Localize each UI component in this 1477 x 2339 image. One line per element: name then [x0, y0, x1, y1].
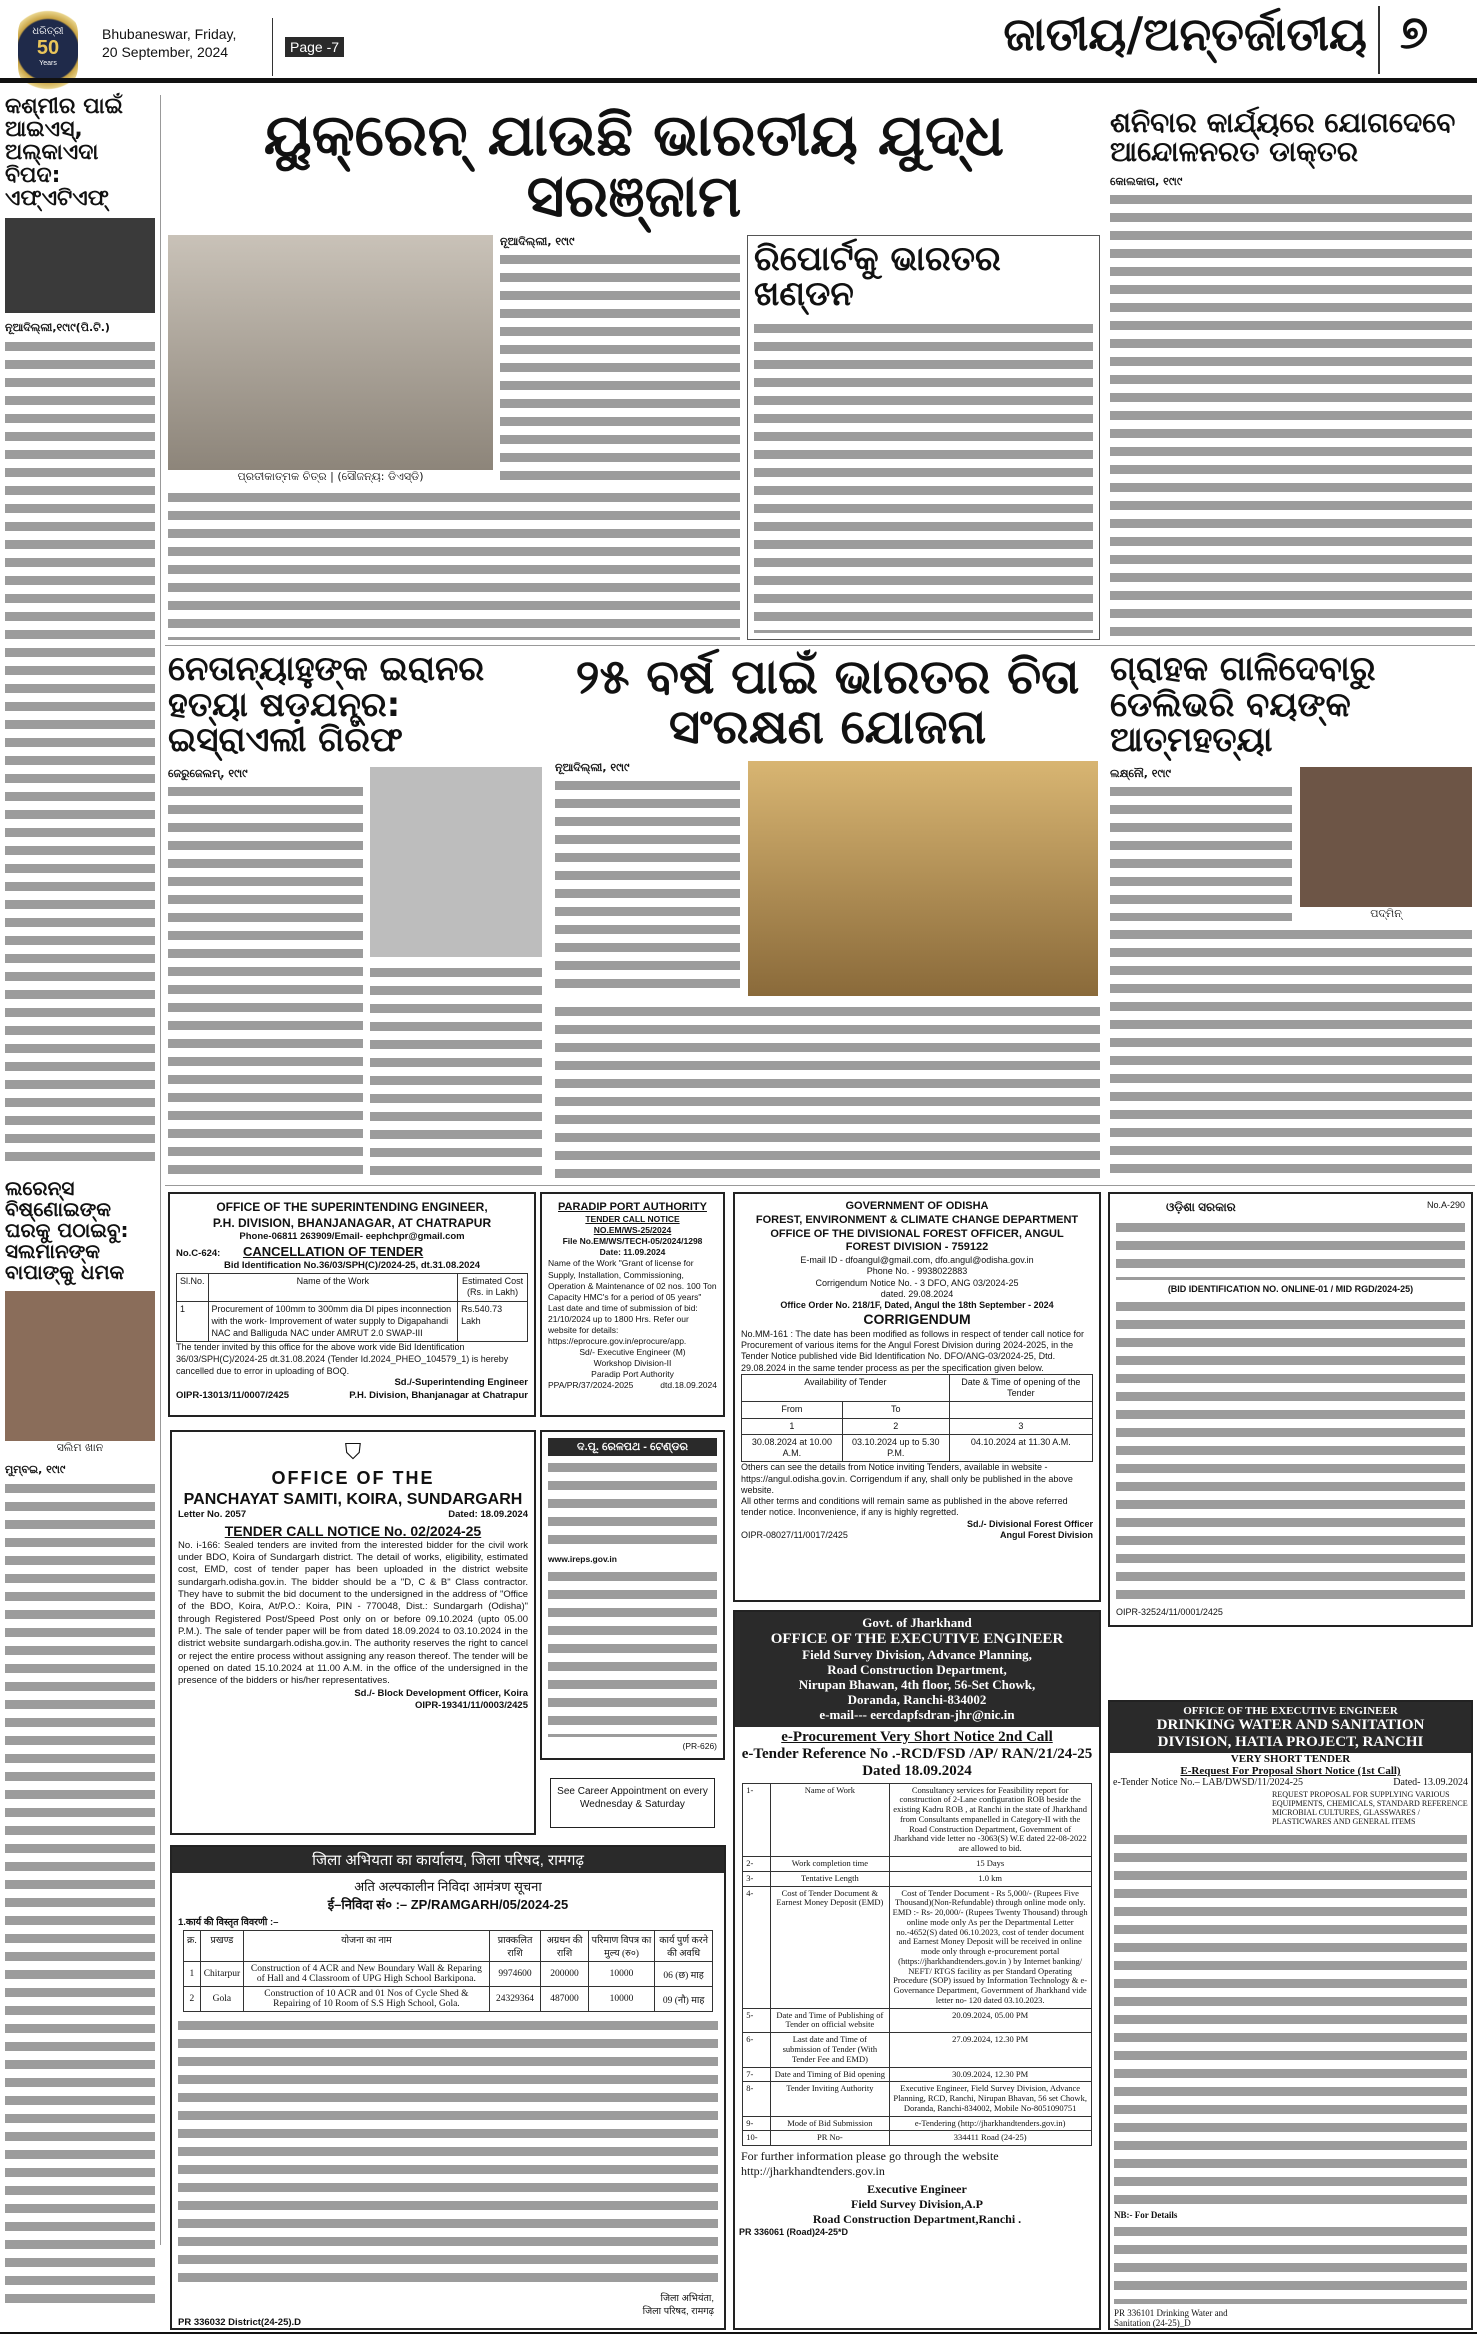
- text: Corrigendum Notice No. - 3 DFO, ANG 03/2024-25: [815, 1277, 1019, 1288]
- text: ନୂଆଦିଲ୍ଲୀ,୧୯ା୯(ପି.ଟି.): [5, 321, 110, 335]
- text: OFFICE OF THE DIVISIONAL FOREST OFFICER, ANGUL: [770, 1227, 1064, 1240]
- netanyahu-headline: ନେତାନ୍ୟାହୁଙ୍କ ଇରାନର ହତ୍ୟା ଷଡ଼ଯନ୍ତ୍ର: ଇସ୍ରାଏଲୀ ଗିରଫ: [168, 649, 485, 761]
- table-cell: Executive Engineer, Field Survey Division, Advance Planning, RCD, Ranchi, Nirupan Bhavan, 56 set Chowk, Doranda, Ranchi-834002, Mobile No-8051090751: [889, 2082, 1091, 2116]
- column-header: अग्रधन की राशि: [541, 1931, 588, 1962]
- isis-photo: [5, 218, 155, 313]
- column-header: कार्य पुर्ण करने की अवधि: [655, 1931, 713, 1962]
- table-cell: 10000: [588, 1962, 655, 1987]
- table-cell: 6-: [743, 2033, 771, 2067]
- text: e-Tender Notice No.– LAB/DWSD/11/2024-25: [1113, 1777, 1303, 1789]
- text: କୋଲକାତା, ୧୯ା୯: [1110, 174, 1183, 188]
- text: Phone No. - 9938022883: [866, 1266, 968, 1277]
- table-cell: Name of Work: [771, 1783, 889, 1856]
- text: ପଦ୍ମିନ୍: [1370, 907, 1402, 921]
- text: DRINKING WATER AND SANITATION: [1156, 1717, 1425, 1734]
- left-column: [5, 95, 155, 2310]
- table-cell: 200000: [541, 1962, 588, 1987]
- column-header: परिमाण विपत्र का मुल्य (रु०): [588, 1931, 655, 1962]
- text: e-Procurement Very Short Notice 2nd Call: [781, 1728, 1053, 1745]
- table-cell: 334411 Road (24-25): [889, 2131, 1091, 2146]
- table-cell: Date and Time of Publishing of Tender on official website: [771, 2008, 889, 2033]
- cheetah-headline: ୨୫ ବର୍ଷ ପାଇଁ ଭାରତର ଚିତା ସଂରକ୍ଷଣ ଯୋଜନା: [575, 649, 1080, 756]
- text: PARADIP PORT AUTHORITY: [558, 1201, 707, 1213]
- table-cell: 27.09.2024, 12.30 PM: [889, 2033, 1091, 2067]
- text: ମୁମ୍ବଇ, ୧୯ା୯: [5, 1463, 66, 1477]
- ad-ramgarh: [170, 1845, 726, 2330]
- text: ଲକ୍ଷ୍ନୌ, ୧୯ା୯: [1110, 767, 1171, 781]
- table-row: [743, 2131, 1091, 2146]
- text: Paradip Port Authority: [591, 1368, 674, 1379]
- text: Dated- 13.09.2024: [1393, 1777, 1468, 1789]
- text: Field Survey Division,A.P: [850, 2197, 983, 2212]
- text: 1.कार्य की विस्तृत विवरणी :–: [178, 1917, 279, 1928]
- text: अति अल्पकालीन निविदा आमंत्रण सूचना: [354, 1879, 542, 1894]
- text: ଧରିତ୍ରୀ: [32, 26, 64, 37]
- table-row: [743, 2033, 1091, 2067]
- table-cell: Tender Inviting Authority: [771, 2082, 889, 2116]
- table-cell: Chitarpur: [200, 1962, 243, 1987]
- text: No.MM-161 : The date has been modified as follows in respect of tender call notice for Procurement of various items for the Angul Forest Division during 2024-2025, in the Tender Notice published vide Bid Identification No. DFO/ANG-03/2024-25, Dtd. 29.08.2024 in the same tender process as per the specification given below.: [741, 1328, 1085, 1373]
- text: Govt. of Jharkhand: [862, 1615, 972, 1630]
- table-cell: 1: [184, 1962, 201, 1987]
- text: (BID IDENTIFICATION NO. ONLINE-01 / MID RGD/2024-25): [1167, 1283, 1414, 1294]
- text: PR 336101 Drinking Water and Sanitation (24-25)_D: [1114, 2308, 1228, 2328]
- text: Road Construction Department,: [827, 1662, 1007, 1678]
- table-cell: Date and Timing of Bid opening: [771, 2067, 889, 2082]
- table-cell: 30.09.2024, 12.30 PM: [889, 2067, 1091, 2082]
- text: OFFICE OF THE EXECUTIVE ENGINEER: [1183, 1705, 1398, 1717]
- jharkhand-tender-table: [742, 1783, 1091, 2147]
- text: No. i-166: Sealed tenders are invited from the interested bidder for the civil work under BDO, Koira of Sundargarh district. The detail of works, eligibility, estimated cost, EMD, cost of tender paper has been uploaded in the district website sundargarh.odisha.gov.in. The bidder should be a "D, C & B" Class contractor. They have to submit the bid document to the undersigned in the address of "Office of the BDO, Koira, At/P.O.: Koira, PIN - 770048, Dist.: Sundargarh (Odisha)" through Registered Post/Speed Post only on or before 09.10.2024 (upto 05.00 P.M.). The sale of tender paper will be from dated 18.09.2024 to 03.10.2024 in the district website sundargarh.odisha.gov.in. The authority reserves the right to cancel or reject the entire process without assigning any reason thereof. The tender will be opened on dated 15.10.2024 at 11.00 A.M. in the office of the undersigned in the presence of the bidders or his/her representatives.: [178, 1539, 528, 1687]
- text: Executive Engineer: [867, 2182, 967, 2197]
- column-header: क्र.: [184, 1931, 201, 1962]
- table-cell: 06 (छ) माह: [655, 1962, 713, 1987]
- ad-angul: [733, 1192, 1101, 1602]
- text: Letter No. 2057: [178, 1509, 247, 1521]
- text: VERY SHORT TENDER: [1230, 1753, 1351, 1766]
- table-row: [743, 1856, 1091, 1871]
- text: OFFICE OF THE: [271, 1467, 435, 1488]
- text: जिला अभियता का कार्यालय, जिला परिषद, रामगढ़: [172, 1847, 724, 1873]
- career-note: See Career Appointment on every Wednesday & Saturday: [550, 1778, 715, 1828]
- text: PR 336061 (Road)24-25*D: [739, 2227, 849, 2238]
- table-row: [743, 1886, 1091, 2008]
- tender-table: [176, 1273, 528, 1342]
- table-cell: 09 (नौ) माह: [655, 1987, 713, 2012]
- table-cell: Construction of 10 ACR and 01 Nos of Cycle Shed & Repairing of 10 Room of S.S High School, Gola.: [244, 1987, 490, 2012]
- text: P.H. DIVISION, BHANJANAGAR, AT CHATRAPUR: [212, 1215, 492, 1230]
- text: OFFICE OF THE EXECUTIVE ENGINEER: [770, 1630, 1064, 1647]
- table-cell: 7-: [743, 2067, 771, 2082]
- padmin-photo: [1300, 767, 1472, 907]
- table-row: [743, 1783, 1091, 1856]
- ad-koira: [170, 1430, 536, 1835]
- text: OFFICE OF THE SUPERINTENDING ENGINEER,: [216, 1200, 488, 1214]
- cheetah-photo: [748, 761, 1098, 996]
- text: www.ireps.gov.in: [548, 1554, 617, 1565]
- text: OIPR-19341/11/0003/2425: [414, 1700, 528, 1712]
- text: dtd.18.09.2024: [660, 1380, 717, 1390]
- text: OIPR-08027/11/0017/2425: [741, 1529, 848, 1540]
- text: CANCELLATION OF TENDER: [242, 1243, 424, 1259]
- text: Rs.540.73 Lakh: [458, 1302, 528, 1342]
- text: Field Survey Division, Advance Planning,: [802, 1647, 1032, 1663]
- text: REQUEST PROPOSAL FOR SUPPLYING VARIOUS EQUIPMENTS, CHEMICALS, STANDARD REFERENCE MICROBIAL CULTURES, GLASSWARES / PLASTICWARES AND GENERAL ITEMS: [1272, 1790, 1468, 1827]
- text: 50: [36, 37, 60, 59]
- table-cell: 1.0 km: [889, 1871, 1091, 1886]
- text: Name of the Work "Grant of license for Supply, Installation, Commissioning, Operation & Maintenance of 02 nos. 100 Ton Capacity HMC's for a period of 05 years" Last date and time of submission of bid: 21/10/2024 up to 1800 Hrs. Refer our website for details: https://eprocure.gov.in/eprocure/app.: [548, 1258, 717, 1346]
- table-cell: Work completion time: [771, 1856, 889, 1871]
- text: E-Request For Proposal Short Notice (1st Call): [1180, 1765, 1401, 1778]
- table-cell: Tentative Length: [771, 1871, 889, 1886]
- table-cell: 20.09.2024, 05.00 PM: [889, 2008, 1091, 2033]
- table-cell: 487000: [541, 1987, 588, 2012]
- text: Procurement of 100mm to 300mm dia DI pipes inconnection with the work- Improvement of water supply to Digapahandi NAC and Balliguda NAC under AMRUT 2.0 SWAP-III: [208, 1302, 458, 1342]
- text: 04.10.2024 at 11.30 A.M.: [949, 1434, 1092, 1462]
- table-cell: 9974600: [489, 1962, 541, 1987]
- text: 30.08.2024 at 10.00 A.M.: [742, 1434, 843, 1462]
- table-cell: 4-: [743, 1886, 771, 2008]
- text: Sd./- Block Development Officer, Koira: [354, 1687, 528, 1699]
- odisha-emblem-icon: ⛉: [344, 1439, 362, 1464]
- table-cell: Consultancy services for Feasibility report for construction of 2-Lane configuration ROB beside the existing Kadru ROB , at Ranchi in the state of Jharkhand from Consultants empanelled in Category-II with the Road Construction Department, Government of Jharkhand vide letter no -3063(S) W.E dated 22-08-2022 are allowed to bid.: [889, 1783, 1091, 1856]
- table-row: [743, 2082, 1091, 2116]
- text: DIVISION, HATIA PROJECT, RANCHI: [1157, 1733, 1424, 1750]
- table-row: [743, 2008, 1091, 2033]
- section-title: ଜାତୀୟ/ଅନ୍ତର୍ଜାତୀୟ: [1003, 7, 1367, 61]
- netanyahu-photo: [370, 767, 542, 957]
- table-cell: 8-: [743, 2082, 771, 2116]
- masthead: [0, 0, 1477, 85]
- text: No.C-624:: [176, 1247, 221, 1259]
- text: Name of the Work: [208, 1273, 458, 1301]
- dateline-city: Bhubaneswar, Friday,: [102, 26, 237, 42]
- text: FOREST DIVISION - 759122: [845, 1241, 989, 1254]
- table-cell: 2: [184, 1987, 201, 2012]
- lead-headline: ୟୁକ୍ରେନ୍ ଯାଉଛି ଭାରତୀୟ ଯୁଦ୍ଧ ସରଞ୍ଜାମ: [263, 101, 1005, 230]
- text: Others can see the details from Notice inviting Tenders, available in website - https://angul.odisha.gov.in. Corrigendum if any, shall only be published in the above website.: [741, 1462, 1073, 1495]
- table-cell: Cost of Tender Document & Earnest Money Deposit (EMD): [771, 1886, 889, 2008]
- text: Dated: 18.09.2024: [448, 1509, 528, 1521]
- delivery-story: [1110, 649, 1472, 1178]
- text: जिला अभियंता,: [660, 2293, 714, 2304]
- text: Office Order No. 218/1F, Dated, Angul the 18th September - 2024: [780, 1300, 1054, 1310]
- text: Workshop Division-II: [593, 1357, 672, 1368]
- table-cell: Mode of Bid Submission: [771, 2116, 889, 2131]
- table-cell: 15 Days: [889, 1856, 1091, 1871]
- table-cell: Construction of 4 ACR and New Boundary Wall & Reparing of Hall and 4 Classroom of UPG High School Barkipona.: [244, 1962, 490, 1987]
- table-cell: PR No-: [771, 2131, 889, 2146]
- column-header: प्राक्कलित राशि: [489, 1931, 541, 1962]
- text: No.A-290: [1426, 1200, 1465, 1210]
- column-header: प्रखण्ड: [200, 1931, 243, 1962]
- page-label: Page -7: [285, 37, 344, 57]
- text: Road Construction Department,Ranchi .: [812, 2212, 1022, 2227]
- text: TENDER CALL NOTICE: [585, 1214, 680, 1225]
- dateline-date: 20 September, 2024: [102, 44, 229, 61]
- table-cell: 3-: [743, 1871, 771, 1886]
- text: OIPR-13013/11/0007/2425: [176, 1389, 290, 1401]
- text: Bid Identification No.36/03/SPH(C)/2024-25, dt.31.08.2024: [223, 1260, 481, 1272]
- text: CORRIGENDUM: [863, 1311, 971, 1328]
- text: dated. 29.08.2024: [880, 1288, 954, 1299]
- salim-khan-photo: [5, 1291, 155, 1441]
- table-cell: 2-: [743, 1856, 771, 1871]
- lead-photo: [168, 235, 493, 470]
- delivery-headline: ଗ୍ରାହକ ଗାଳିଦେବାରୁ ଡେଲିଭରି ବୟଙ୍କ ଆତ୍ମହତ୍ୟା: [1110, 649, 1376, 761]
- table-cell: 5-: [743, 2008, 771, 2033]
- lead-story: [168, 101, 1100, 640]
- story-headline: ଲରେନ୍ସ ବିଷ୍ଣୋଇଙ୍କ ଘରକୁ ପଠାଇବୁ: ସଲମାନଙ୍କ ବାପାଙ୍କୁ ଧମକ: [5, 1176, 129, 1285]
- table-cell: Cost of Tender Document - Rs 5,000/- (Rupees Five Thousand)(Non-Refundable) through online mode only. EMD :- Rs- 20,000/- (Rupees Twenty Thousand) through online mode only As per the Departmental Letter no.-4652(S) dated 06.10.2023, cost of tender document and Earnest Money Deposit will be received in online mode only through e-procurement portal (https://jharkhandtenders.gov.in ) by Internet banking/ NEFT/ RTGS facility as per Standard Operating Procedure (SOP) issued by Information Technology & e-Governance Department, Government of Jharkhand vide letter no- 120 dated 03.10.2023.: [889, 1886, 1091, 2008]
- text: ଜେରୁଜେଲମ୍, ୧୯ା୯: [168, 767, 248, 781]
- doctors-story: [1110, 108, 1472, 640]
- text: P.H. Division, Bhanjanagar at Chatrapur: [349, 1389, 528, 1401]
- text: To: [842, 1402, 949, 1418]
- text: Sd./-Superintending Engineer: [394, 1377, 528, 1389]
- text: GOVERNMENT OF ODISHA: [845, 1200, 989, 1212]
- column-header: योजना का नाम: [244, 1931, 490, 1962]
- text: e-mail--- eercdapfsdran-jhr@nic.in: [819, 1706, 1015, 1722]
- text: 2: [842, 1418, 949, 1434]
- ramgarh-tender-table: [183, 1930, 713, 2012]
- text: PPA/PR/37/2024-2025: [548, 1380, 634, 1390]
- text: ନୂଆଦିଲ୍ଲୀ, ୧୯ା୯: [500, 234, 575, 248]
- text: Date: 11.09.2024: [599, 1247, 666, 1258]
- photo-caption: ପ୍ରତୀକାତ୍ମକ ଚିତ୍ର | (ସୌଜନ୍ୟ: ଡିଏସ୍‌ଡି): [237, 469, 424, 483]
- text: ई–निविदा सं० :– ZP/RAMGARH/05/2024-25: [327, 1897, 569, 1912]
- table-cell: 10000: [588, 1987, 655, 2012]
- corrigendum-table: [741, 1374, 1093, 1463]
- doctors-headline: ଶନିବାର କାର୍ଯ୍ୟରେ ଯୋଗଦେବେ ଆନ୍ଦୋଳନରତ ଡାକ୍ତର: [1110, 106, 1456, 169]
- text: PR 336032 District(24-25).D: [178, 2317, 302, 2328]
- text: Years: [39, 60, 57, 67]
- sub-story-box: [747, 235, 1100, 640]
- text: For further information please go through the website http://jharkhandtenders.gov.in: [741, 2149, 999, 2179]
- text: 1: [742, 1418, 843, 1434]
- text: Sl.No.: [177, 1273, 209, 1301]
- table-cell: Last date and Time of submission of Tender (With Tender Fee and EMD): [771, 2033, 889, 2067]
- text: 1: [177, 1302, 209, 1342]
- text: Date & Time of opening of the Tender: [949, 1374, 1092, 1402]
- text: Phone-06811 263909/Email- eephchpr@gmail.com: [239, 1231, 465, 1243]
- text: Sd/- Executive Engineer (M): [579, 1346, 686, 1357]
- ad-paradip: [540, 1192, 725, 1417]
- netanyahu-story: [168, 649, 543, 1178]
- text: Angul Forest Division: [999, 1529, 1093, 1540]
- text: ନୂଆଦିଲ୍ଲୀ, ୧୯ା୯: [555, 760, 630, 774]
- table-cell: e-Tendering (http://jharkhandtenders.gov.in): [889, 2116, 1091, 2131]
- text: File No.EM/WS/TECH-05/2024/1298: [562, 1236, 703, 1247]
- cheetah-story: [555, 649, 1100, 1178]
- text: Sd./- Divisional Forest Officer: [966, 1518, 1093, 1529]
- text: 03.10.2024 up to 5.30 P.M.: [842, 1434, 949, 1462]
- ad-jharkhand: [733, 1610, 1101, 2330]
- text: Availability of Tender: [742, 1374, 950, 1402]
- text: NO.EM/WS-25/2024: [593, 1225, 672, 1236]
- text: ଓଡ଼ିଶା ସରକାର: [1166, 1200, 1236, 1214]
- text: TENDER CALL NOTICE No. 02/2024-25: [224, 1522, 482, 1539]
- text: 3: [949, 1418, 1092, 1434]
- table-cell: 9-: [743, 2116, 771, 2131]
- table-cell: 1-: [743, 1783, 771, 1856]
- ad-chatrapur: [168, 1192, 536, 1417]
- text: The tender invited by this office for the above work vide Bid Identification 36/03/SPH(C)/2024-25 dt.31.08.2024 (Tender Id.2024_PHEO_104579_1) is hereby cancelled due to error in uploading of BOQ.: [176, 1342, 509, 1376]
- story-headline: କଶ୍ମୀର ପାଇଁ ଆଇଏସ୍, ଅଲ୍‌କାଏଦା ବିପଦ: ଏଫ୍‌ଏଟିଏଫ୍: [5, 94, 123, 212]
- table-cell: 24329364: [489, 1987, 541, 2012]
- text: NB:- For Details: [1114, 2210, 1178, 2220]
- text: जिला परिषद, रामगढ़: [642, 2306, 714, 2317]
- ad-railway: [540, 1430, 725, 1760]
- table-row: [743, 2067, 1091, 2082]
- table-cell: 10-: [743, 2131, 771, 2146]
- text: ଦ.ପୂ. ରେଳପଥ - ଟେଣ୍ଡର: [548, 1438, 717, 1456]
- table-row: [743, 2116, 1091, 2131]
- text: OIPR-32524/11/0001/2425: [1116, 1607, 1223, 1618]
- text: Doranda, Ranchi-834002: [847, 1692, 987, 1707]
- text: Nirupan Bhawan, 4th floor, 56-Set Chowk,: [798, 1677, 1036, 1693]
- ad-rwss-odisha: [1108, 1192, 1473, 1627]
- table-row: [743, 1871, 1091, 1886]
- text: PANCHAYAT SAMITI, KOIRA, SUNDARGARH: [183, 1490, 523, 1508]
- text: E-mail ID - dfoangul@gmail.com, dfo.angul@odisha.gov.in: [800, 1255, 1034, 1265]
- text: ରିପୋର୍ଟକୁ ଭାରତର ଖଣ୍ଡନ: [754, 238, 1001, 315]
- table-row: [184, 1962, 713, 1987]
- text: Estimated Cost (Rs. in Lakh): [458, 1273, 528, 1301]
- table-cell: Gola: [200, 1987, 243, 2012]
- text: From: [742, 1402, 843, 1418]
- table-row: [184, 1987, 713, 2012]
- text: (PR-626): [682, 1740, 717, 1751]
- text: ସଲିମ ଖାନ: [56, 1441, 104, 1455]
- ad-dwsd-ranchi: [1108, 1700, 1473, 2330]
- text: e-Tender Reference No .-RCD/FSD /AP/ RAN/21/24-25 Dated 18.09.2024: [741, 1746, 1093, 1780]
- text: All other terms and conditions will remain same as published in the above referred tender notice. Inconvenience, if any is highly regretted.: [741, 1496, 1068, 1518]
- page-number: ୭: [1400, 5, 1429, 59]
- text: FOREST, ENVIRONMENT & CLIMATE CHANGE DEPARTMENT: [755, 1213, 1079, 1226]
